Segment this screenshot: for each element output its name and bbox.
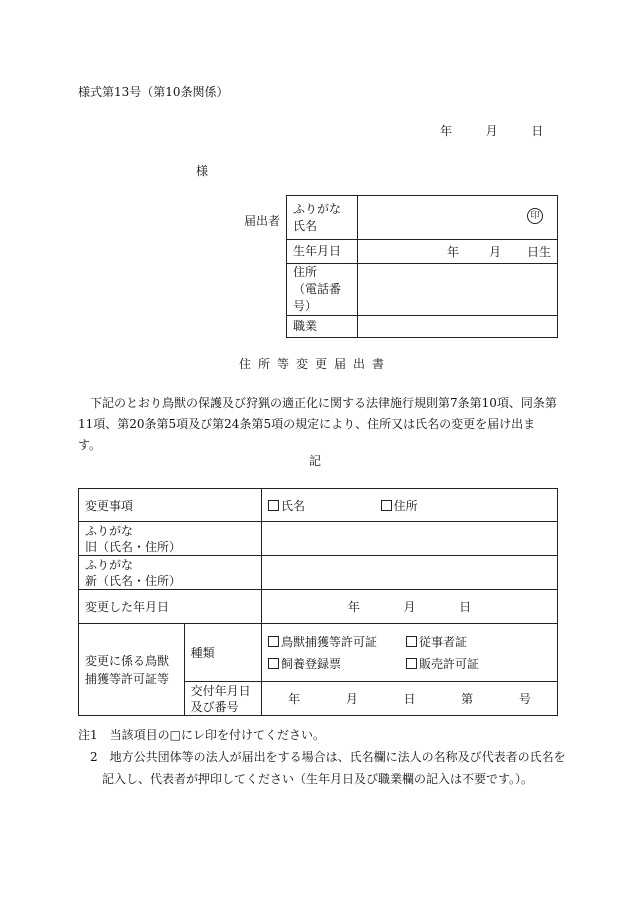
birth-row [287, 240, 558, 264]
date-year: 年 [440, 124, 453, 138]
ki-label: 記 [308, 454, 321, 468]
address-row [287, 264, 558, 316]
birth-field[interactable]: 年 月 日生 [358, 240, 558, 264]
permit-label: 変更に係る鳥獣捕獲等許可証等 [79, 624, 185, 716]
address-checkbox[interactable] [381, 500, 392, 511]
applicant-table [286, 195, 558, 338]
change-date-field[interactable]: 年 月 日 [262, 590, 558, 624]
notes [78, 724, 568, 790]
note-2-cont: 記入し、代表者が押印してください（生年月日及び職業欄の記入は不要です。）。 [102, 772, 534, 786]
address-field[interactable] [358, 264, 558, 316]
name-checkbox[interactable] [268, 500, 279, 511]
change-item-field: 氏名 住所 [262, 489, 558, 522]
birth-label: 生年月日 [287, 240, 358, 264]
date-day: 日 [531, 124, 544, 138]
addressee-suffix: 様 [196, 164, 209, 178]
name-row [287, 196, 558, 240]
kind-label: 種類 [184, 624, 261, 682]
permit-checkbox-2[interactable] [406, 636, 417, 647]
document-title: 住所等変更届出書 [238, 357, 391, 371]
name-label: ふりがな 氏名 [287, 196, 358, 240]
new-row [79, 556, 558, 590]
permit-checkbox-4[interactable] [406, 658, 417, 669]
permit-checkbox-3[interactable] [268, 658, 279, 669]
occupation-label: 職業 [287, 316, 358, 338]
occupation-field[interactable] [358, 316, 558, 338]
note-1: 注1 当該項目の□にレ印を付けてください。 [78, 728, 325, 742]
seal-mark: 印 [527, 208, 543, 224]
old-label: ふりがな 旧（氏名・住所） [79, 522, 262, 556]
form-number: 様式第13号（第10条関係） [78, 85, 229, 99]
new-field[interactable] [262, 556, 558, 590]
issue-field[interactable]: 年 月 日 第 号 [262, 682, 558, 716]
note-2: 2 地方公共団体等の法人が届出をする場合は、氏名欄に法人の名称及び代表者の氏名を [90, 750, 566, 764]
change-date-row [79, 590, 558, 624]
permit-checkbox-1[interactable] [268, 636, 279, 647]
old-row [79, 522, 558, 556]
address-label: 住所 （電話番号） [287, 264, 358, 316]
permit-kind-row [79, 624, 558, 682]
body-text: 下記のとおり鳥獣の保護及び狩猟の適正化に関する法律施行規則第7条第10項、同条第11項、第20条第5項及び第24条第5項の規定により、住所又は氏名の変更を届け出ます。 [78, 396, 557, 452]
issue-label: 交付年月日 及び番号 [184, 682, 261, 716]
new-label: ふりがな 新（氏名・住所） [79, 556, 262, 590]
change-date-label: 変更した年月日 [79, 590, 262, 624]
change-item-label: 変更事項 [79, 489, 262, 522]
old-field[interactable] [262, 522, 558, 556]
date-line [440, 122, 543, 139]
applicant-label: 届出者 [244, 214, 281, 228]
date-month: 月 [485, 124, 498, 138]
name-field[interactable] [358, 196, 558, 240]
occupation-row [287, 316, 558, 338]
change-item-row [79, 489, 558, 522]
records-table [78, 488, 558, 716]
permit-kind-field: 鳥獣捕獲等許可証 従事者証 飼養登録票 販売許可証 [262, 624, 558, 682]
